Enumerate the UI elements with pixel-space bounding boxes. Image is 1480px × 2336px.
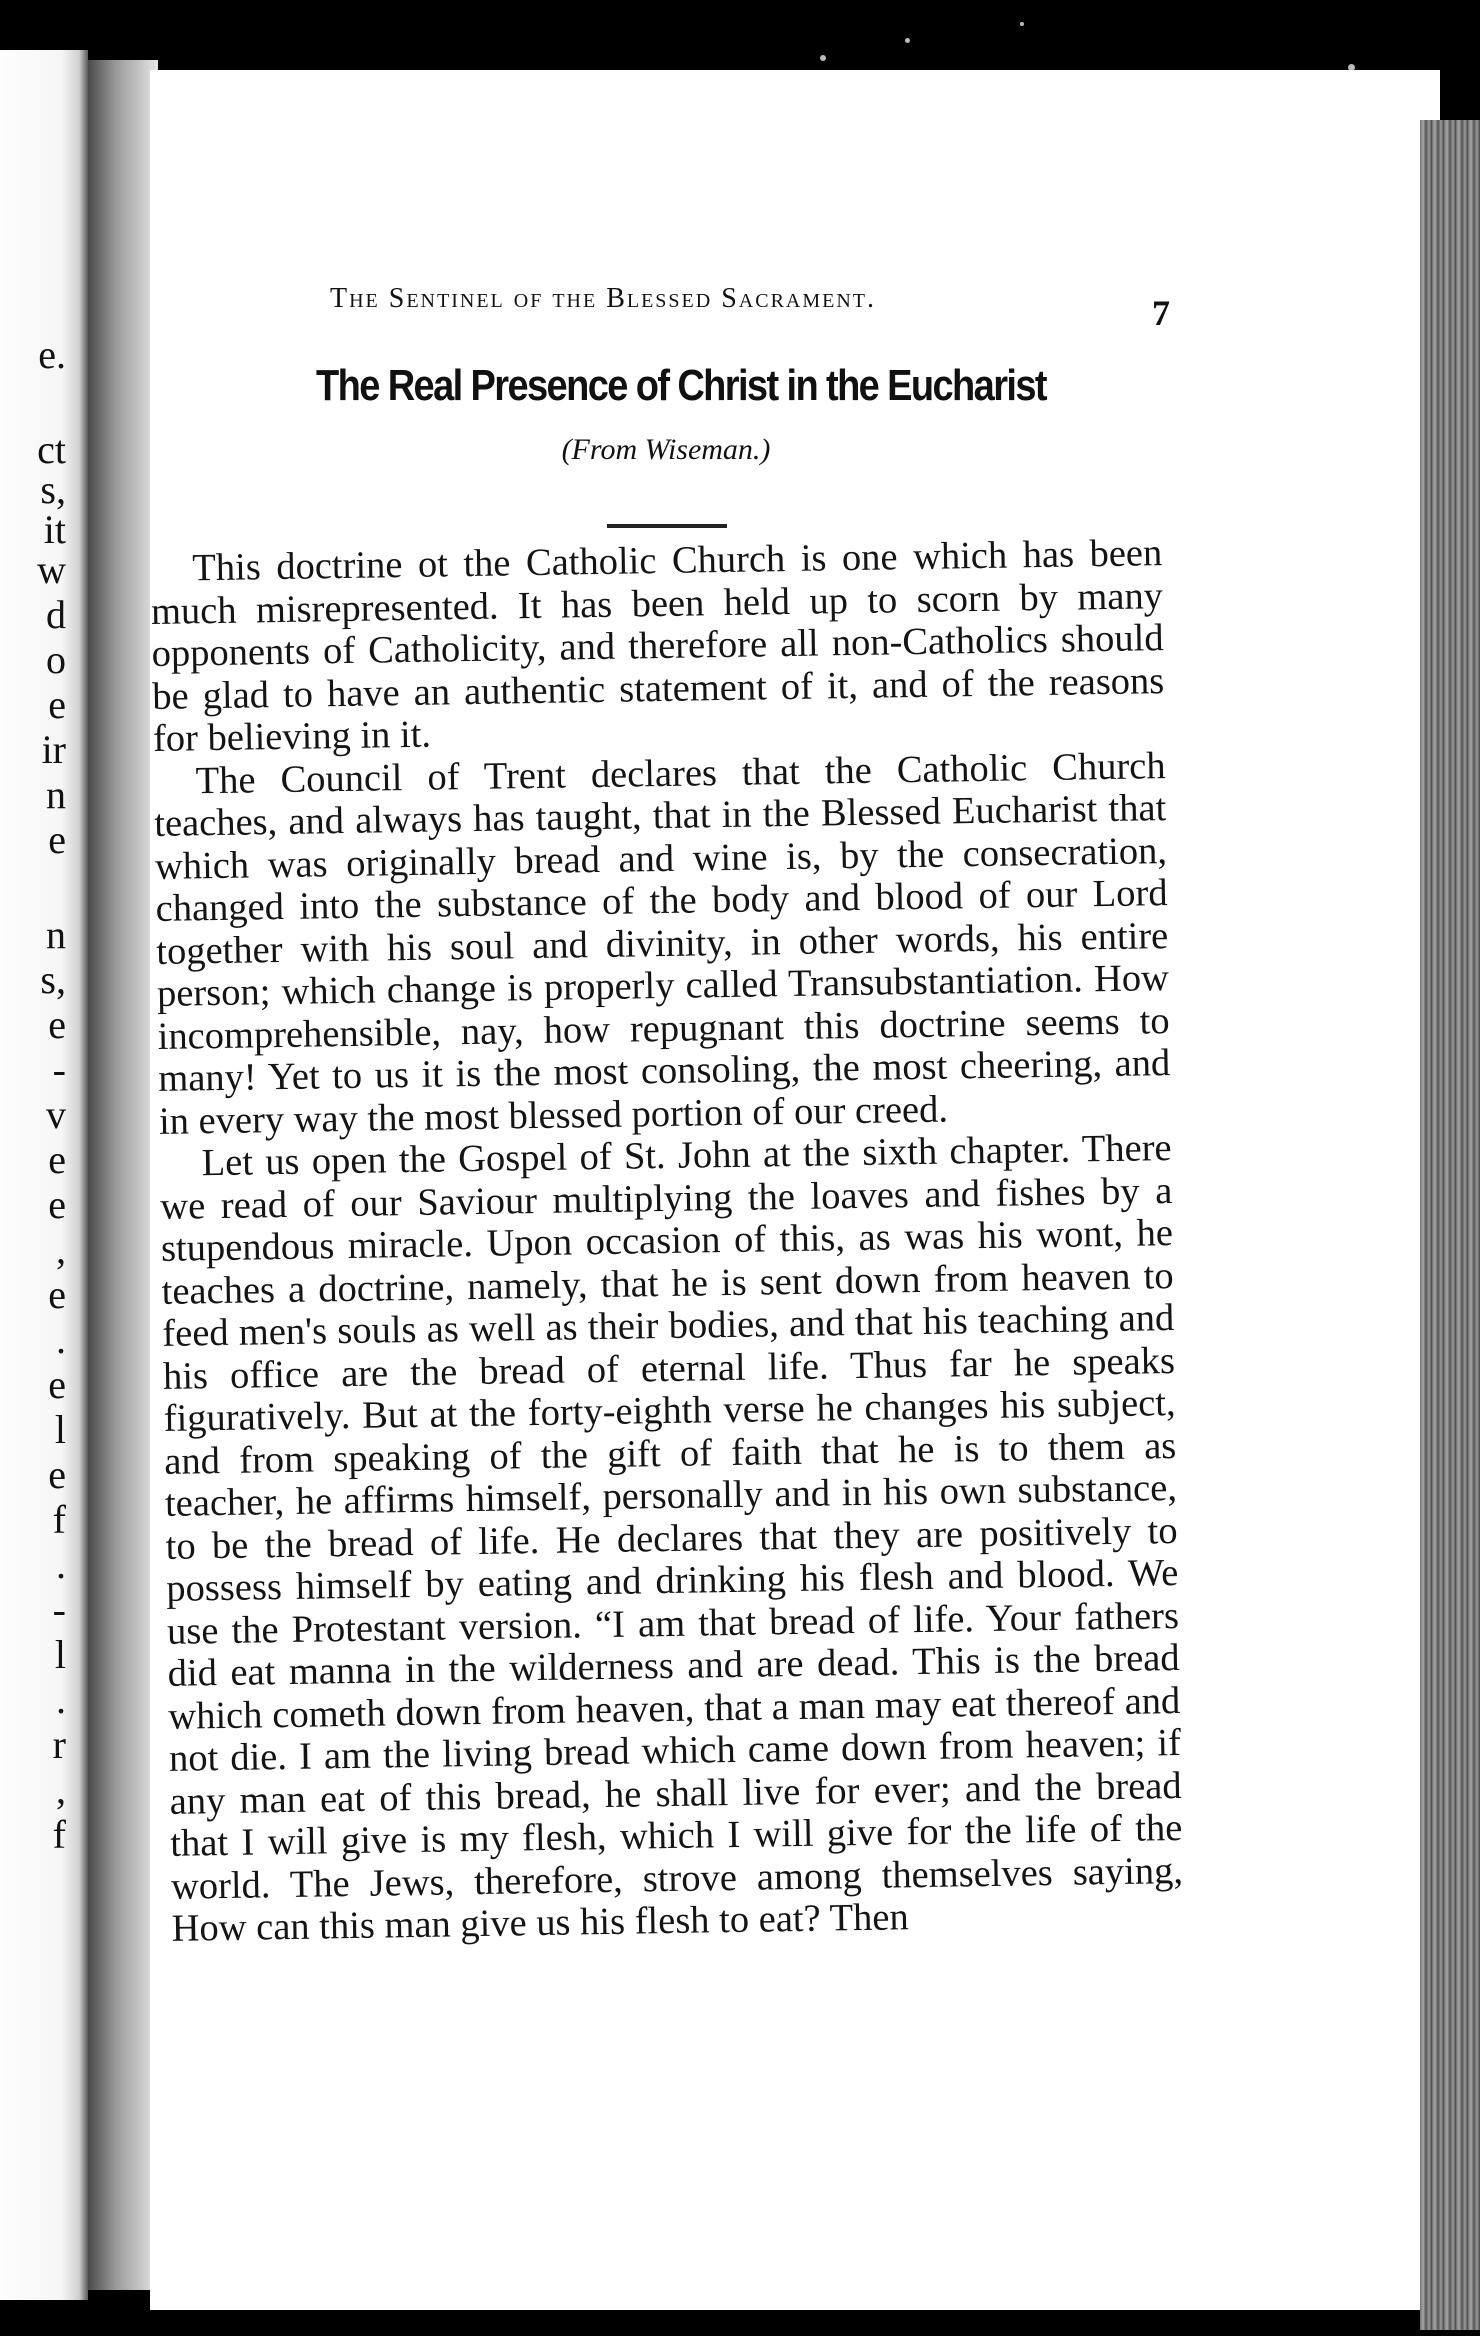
- left-page-fragment: -: [52, 1587, 66, 1632]
- page-edges: [1420, 120, 1480, 2330]
- left-page-fragment: e: [48, 1002, 66, 1047]
- left-page-fragment: n: [46, 912, 66, 957]
- article-title: The Real Presence of Christ in the Eucharist: [316, 362, 1046, 411]
- left-page-fragment: .: [56, 1317, 66, 1362]
- left-page-fragment: e: [48, 1182, 66, 1227]
- left-page-fragment: l: [54, 1632, 66, 1677]
- left-page-fragment: r: [52, 1722, 66, 1767]
- left-page-fragment: .: [56, 1542, 66, 1587]
- left-page-fragment: v: [46, 1092, 66, 1137]
- left-page-fragment: -: [52, 1047, 66, 1092]
- page-number: 7: [1152, 293, 1170, 333]
- scan-speck: [1020, 22, 1024, 26]
- scan-speck: [905, 38, 910, 43]
- left-page-fragment: e: [48, 1137, 66, 1182]
- article-body: [150, 532, 1184, 1950]
- left-page-fragment: e: [48, 1272, 66, 1317]
- left-page-fragment: f: [52, 1497, 66, 1542]
- running-head: The Sentinel of the Blessed Sacrament.: [330, 283, 877, 314]
- left-page-fragment: ct: [37, 427, 66, 472]
- left-page-fragment: ir: [41, 727, 66, 772]
- left-page-fragment: e.: [38, 332, 66, 377]
- left-page-edge: [0, 50, 88, 2300]
- left-page-fragment: s,: [40, 467, 66, 512]
- paragraph: The Council of Trent declares that the Catholic Church teaches, and always has taught, that in the Blessed Eucharist that which was originally bread and wine is, by the consecration, changed into the substance of the body and blood of our Lord together with his soul and divinity, in other words, his entire person; which change is properly called Transubstantiation. How incomprehensible, nay, how repugnant this doctrine seems to many! Yet to us it is the most consoling, the most cheering, and in every way the most blessed portion of our creed.: [154, 744, 1171, 1143]
- title-rule: [607, 524, 727, 528]
- scan-speck: [820, 55, 826, 61]
- left-page-fragment: .: [56, 1677, 66, 1722]
- paragraph: This doctrine ot the Catholic Church is one which has been much misrepresented. It has been held up to scorn by many opponents of Catholicity, and therefore all non-Catholics should be glad to have an authentic statement of it, and of the reasons for believing in it.: [150, 532, 1165, 760]
- left-page-fragment: e: [48, 682, 66, 727]
- left-page-fragment: o: [46, 637, 66, 682]
- paragraph: Let us open the Gospel of St. John at the sixth chapter. There we read of our Saviour multiplying the loaves and fishes by a stupendous miracle. Upon occasion of this, as was his wont, he teaches a doctrine, namely, that he is sent down from heaven to feed men's souls as well as their bodies, and that his teaching and his office are the bread of eternal life. Thus far he speaks figuratively. But at the forty-eighth verse he changes his subject, and from speaking of the gift of faith that he is to them as teacher, he affirms himself, personally and in his own substance, to be the bread of life. He declares that they are positively to possess himself by eating and drinking his flesh and blood. We use the Protestant version. “I am that bread of life. Your fathers did eat manna in the wilderness and are dead. This is the bread which cometh down from heaven, that a man may eat thereof and not die. I am the living bread which came down from heaven; if any man eat of this bread, he shall live for ever; and the bread that I will give is my flesh, which I will give for the life of the world. The Jews, therefore, strove among themselves saying, How can this man give us his flesh to eat? Then: [160, 1127, 1184, 1950]
- left-page-fragment: w: [37, 547, 66, 592]
- left-page-fragment: ,: [56, 1767, 66, 1812]
- left-page-fragment: e: [48, 1362, 66, 1407]
- article-source: (From Wiseman.): [561, 433, 771, 466]
- book-gutter: [88, 60, 158, 2290]
- left-page-fragment: f: [52, 1812, 66, 1857]
- left-page-fragment: s,: [40, 957, 66, 1002]
- left-page-fragment: it: [43, 507, 66, 552]
- left-page-fragment: e: [48, 817, 66, 862]
- left-page-fragment: ,: [56, 1227, 66, 1272]
- left-page-fragment: l: [54, 1407, 66, 1452]
- left-page-fragment: e: [48, 1452, 66, 1497]
- left-page-fragment: n: [46, 772, 66, 817]
- left-page-fragment: d: [46, 592, 66, 637]
